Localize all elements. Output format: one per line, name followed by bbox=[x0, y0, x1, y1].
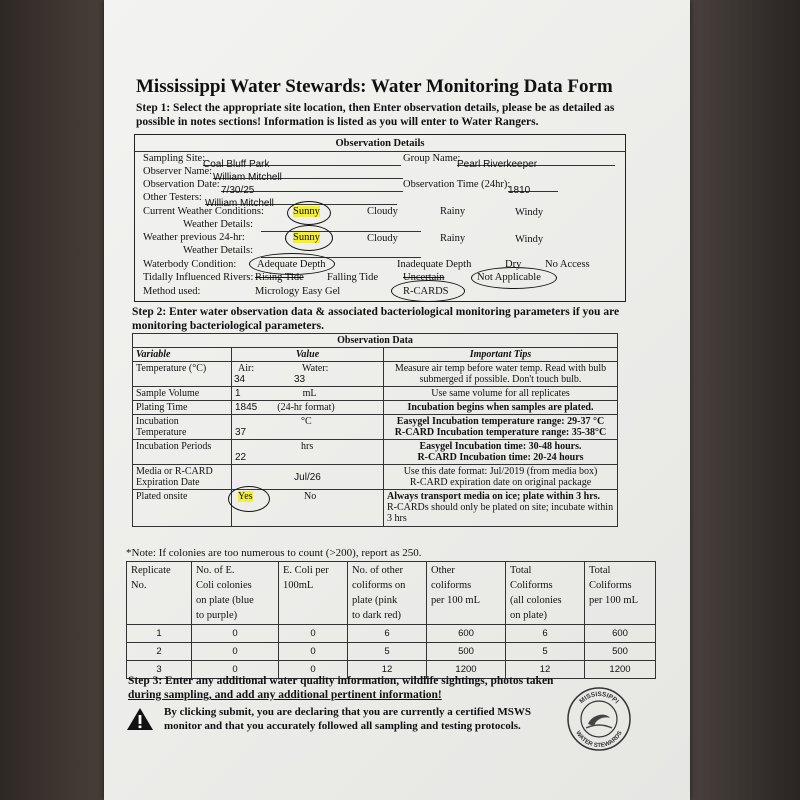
water-label: Water: bbox=[302, 363, 329, 374]
weather-details-label-2: Weather Details: bbox=[183, 245, 253, 256]
inc-temp-value-cell[interactable] bbox=[232, 415, 384, 440]
method-option-rcards[interactable]: R-CARDS bbox=[403, 286, 449, 297]
observer-value: William Mitchell bbox=[213, 172, 282, 183]
col-value: Value bbox=[232, 348, 384, 362]
step3-line1: Step 3: Enter any additional water quality information, wildlife sightings, photos taken bbox=[128, 675, 554, 687]
sampling-site-field[interactable] bbox=[203, 154, 401, 170]
date-field[interactable] bbox=[221, 180, 403, 196]
table-row bbox=[133, 415, 618, 440]
onsite-tip-2: R-CARDs should only be plated on site; incubate within 3 hrs bbox=[387, 502, 614, 524]
date-label: Observation Date: bbox=[143, 179, 220, 190]
replicate-header-line: to purple) bbox=[196, 610, 238, 621]
replicate-number: 2 bbox=[127, 643, 192, 661]
tidal-label: Tidally Influenced Rivers: bbox=[143, 272, 254, 283]
background-right bbox=[680, 0, 800, 800]
replicate-cell[interactable]: 0 bbox=[192, 625, 279, 643]
replicate-header-line: per 100 mL bbox=[431, 595, 480, 606]
media-tip-2: R-CARD expiration date on original package bbox=[409, 477, 592, 488]
disclaimer-line2: monitor and that you accurately followed all sampling and testing protocols. bbox=[164, 720, 521, 732]
volume-value-cell[interactable] bbox=[232, 387, 384, 401]
weather-prev-label: Weather previous 24-hr: bbox=[143, 232, 245, 243]
inc-temp-unit: °C bbox=[301, 416, 312, 427]
replicate-cell[interactable]: 500 bbox=[427, 643, 506, 661]
step1-line1: Step 1: Select the appropriate site location, then Enter observation details, please be as detailed as bbox=[136, 102, 615, 114]
replicate-cell[interactable]: 12 bbox=[506, 661, 585, 679]
replicate-col-header bbox=[279, 562, 348, 625]
media-label-1: Media or R-CARD bbox=[136, 466, 213, 477]
background-left bbox=[0, 0, 112, 800]
plating-unit: (24-hr format) bbox=[277, 402, 335, 413]
divider bbox=[135, 151, 625, 152]
volume-label: Sample Volume bbox=[133, 387, 232, 401]
weather-option-windy[interactable]: Windy bbox=[515, 207, 544, 218]
volume-unit: mL bbox=[302, 388, 317, 399]
tidal-option-not-applicable[interactable]: Not Applicable bbox=[477, 272, 541, 283]
seal-top-text: MISSISSIPPI bbox=[578, 690, 620, 706]
weather-prev-option-cloudy[interactable]: Cloudy bbox=[367, 233, 398, 244]
water-value: 33 bbox=[294, 374, 306, 385]
replicate-header-line: Coliforms bbox=[510, 580, 553, 591]
inc-temp-tip-2: R-CARD Incubation temperature range: 35-38°C bbox=[394, 427, 607, 438]
onsite-tip-1: Always transport media on ice; plate within 3 hrs. bbox=[387, 491, 601, 502]
waterbody-option-dry[interactable]: Dry bbox=[505, 259, 522, 270]
weather-option-rainy[interactable]: Rainy bbox=[440, 206, 466, 217]
replicate-header-line: 100mL bbox=[283, 580, 314, 591]
replicate-cell[interactable]: 0 bbox=[192, 661, 279, 679]
tidal-option-rising[interactable]: Rising Tide bbox=[255, 272, 304, 283]
selection-circle-method bbox=[391, 280, 465, 302]
waterbody-option-adequate[interactable]: Adequate Depth bbox=[257, 259, 326, 270]
replicate-cell[interactable]: 500 bbox=[585, 643, 656, 661]
inc-temp-value: 37 bbox=[235, 427, 247, 438]
replicate-header-line: on plate) bbox=[510, 610, 548, 621]
sampling-site-label: Sampling Site: bbox=[143, 153, 206, 164]
replicate-cell[interactable]: 0 bbox=[279, 625, 348, 643]
table-row bbox=[133, 401, 618, 415]
replicate-header-line: per 100 mL bbox=[589, 595, 638, 606]
replicate-cell[interactable]: 0 bbox=[192, 643, 279, 661]
observer-label: Observer Name: bbox=[143, 166, 213, 177]
inc-temp-label-2: Temperature bbox=[136, 427, 187, 438]
onsite-value-cell[interactable] bbox=[232, 490, 384, 527]
inc-temp-label-1: Incubation bbox=[136, 416, 179, 427]
replicate-cell[interactable]: 6 bbox=[348, 625, 427, 643]
media-label-2: Expiration Date bbox=[136, 477, 200, 488]
table-row bbox=[133, 440, 618, 465]
replicate-header-line: plate (pink bbox=[352, 595, 398, 606]
tidal-option-falling[interactable]: Falling Tide bbox=[327, 272, 379, 283]
inc-period-value: 22 bbox=[235, 452, 247, 463]
col-tips: Important Tips bbox=[384, 348, 618, 362]
replicate-header-line: Total bbox=[510, 565, 532, 576]
inc-period-tip-2: R-CARD Incubation time: 20-24 hours bbox=[417, 452, 584, 463]
volume-tip: Use same volume for all replicates bbox=[384, 387, 618, 401]
table-row bbox=[133, 387, 618, 401]
observation-details-box bbox=[134, 134, 626, 302]
mississippi-water-stewards-seal bbox=[566, 686, 632, 752]
inc-temp-tip-1: Easygel Incubation temperature range: 29-37 °C bbox=[396, 416, 605, 427]
temp-value-cell[interactable] bbox=[232, 362, 384, 387]
replicate-header-line: (all colonies bbox=[510, 595, 562, 606]
replicate-col-header bbox=[506, 562, 585, 625]
replicate-cell[interactable]: 5 bbox=[348, 643, 427, 661]
paper-form bbox=[104, 0, 690, 800]
step2-line1: Step 2: Enter water observation data & associated bacteriological monitoring parameters if you are bbox=[132, 306, 620, 318]
form-title: Mississippi Water Stewards: Water Monitoring Data Form bbox=[136, 76, 613, 97]
replicate-header-line: to dark red) bbox=[352, 610, 401, 621]
observer-field[interactable] bbox=[213, 167, 403, 183]
weather-prev-option-sunny[interactable]: Sunny bbox=[293, 232, 320, 243]
replicate-number: 1 bbox=[127, 625, 192, 643]
method-option-easygel[interactable]: Micrology Easy Gel bbox=[255, 286, 341, 297]
method-label: Method used: bbox=[143, 286, 201, 297]
table-row bbox=[127, 625, 656, 643]
temp-label: Temperature (°C) bbox=[133, 362, 232, 387]
waterbody-label: Waterbody Condition: bbox=[143, 259, 237, 270]
replicate-col-header bbox=[192, 562, 279, 625]
step2-instructions bbox=[132, 305, 692, 333]
note-text: *Note: If colonies are too numerous to count (>200), report as 250. bbox=[126, 547, 422, 559]
inc-period-tip-1: Easygel Incubation time: 30-48 hours. bbox=[419, 441, 582, 452]
plating-value-cell[interactable] bbox=[232, 401, 384, 415]
air-label: Air: bbox=[238, 363, 255, 374]
replicate-table bbox=[126, 561, 656, 679]
inc-period-label: Incubation Periods bbox=[133, 440, 232, 465]
inc-period-value-cell[interactable] bbox=[232, 440, 384, 465]
replicate-header-line: Total bbox=[589, 565, 611, 576]
media-value: Jul/26 bbox=[294, 471, 321, 483]
tidal-option-uncertain[interactable]: Uncertain bbox=[403, 272, 445, 283]
time-field[interactable] bbox=[508, 180, 558, 196]
media-tip-1: Use this date format: Jul/2019 (from media box) bbox=[403, 466, 598, 477]
replicate-cell[interactable]: 6 bbox=[506, 625, 585, 643]
weather-prev-option-rainy[interactable]: Rainy bbox=[440, 233, 466, 244]
step2-line2: monitoring bacteriological parameters. bbox=[132, 320, 324, 332]
temp-tip: Measure air temp before water temp. Read with bulb submerged if possible. Don't touch bulb. bbox=[384, 362, 618, 387]
time-value: 1810 bbox=[508, 185, 531, 196]
onsite-label: Plated onsite bbox=[133, 490, 232, 527]
waterbody-option-inadequate[interactable]: Inadequate Depth bbox=[397, 259, 472, 270]
replicate-col-header bbox=[427, 562, 506, 625]
onsite-yes[interactable]: Yes bbox=[238, 491, 253, 502]
col-variable: Variable bbox=[133, 348, 232, 362]
weather-option-sunny[interactable]: Sunny bbox=[293, 206, 320, 217]
seal-bottom-text: WATER STEWARDS bbox=[574, 730, 624, 750]
weather-details-field[interactable] bbox=[261, 220, 421, 232]
replicate-header-line: Other bbox=[431, 565, 455, 576]
table-row bbox=[133, 490, 618, 527]
onsite-no[interactable]: No bbox=[304, 491, 317, 502]
weather-prev-option-windy[interactable]: Windy bbox=[515, 234, 544, 245]
table-row bbox=[127, 643, 656, 661]
group-name-field[interactable] bbox=[457, 154, 615, 170]
disclaimer-line1: By clicking submit, you are declaring that you are currently a certified MSWS bbox=[164, 706, 531, 718]
step1-instructions bbox=[136, 101, 696, 129]
table-row bbox=[133, 465, 618, 490]
weather-option-cloudy[interactable]: Cloudy bbox=[367, 206, 398, 217]
replicate-cell[interactable]: 600 bbox=[585, 625, 656, 643]
replicate-cell[interactable]: 5 bbox=[506, 643, 585, 661]
plating-tip: Incubation begins when samples are plated. bbox=[384, 401, 618, 415]
table-row bbox=[133, 362, 618, 387]
plating-value: 1845 bbox=[235, 402, 258, 413]
inc-temp-label bbox=[133, 415, 232, 440]
date-value: 7/30/25 bbox=[221, 185, 255, 196]
weather-label: Current Weather Conditions: bbox=[143, 206, 264, 217]
warning-icon bbox=[126, 707, 154, 731]
waterbody-option-no-access[interactable]: No Access bbox=[545, 259, 590, 270]
replicate-header-line: No. of E. bbox=[196, 565, 235, 576]
selection-circle-onsite bbox=[228, 486, 270, 512]
replicate-header-line: No. bbox=[131, 580, 147, 591]
plating-label: Plating Time bbox=[133, 401, 232, 415]
replicate-header-line: Coliforms bbox=[589, 580, 632, 591]
replicate-header-line: Replicate bbox=[131, 565, 171, 576]
observation-data-header: Observation Data bbox=[133, 334, 618, 348]
replicate-cell[interactable]: 12 bbox=[348, 661, 427, 679]
replicate-header-line: Coli colonies bbox=[196, 580, 252, 591]
replicate-cell[interactable]: 600 bbox=[427, 625, 506, 643]
replicate-cell[interactable]: 1200 bbox=[585, 661, 656, 679]
step1-line2: possible in notes sections! Information is listed as you will enter to Water Rangers. bbox=[136, 116, 539, 128]
observation-details-header: Observation Details bbox=[335, 138, 425, 149]
replicate-col-header bbox=[127, 562, 192, 625]
replicate-header-line: on plate (blue bbox=[196, 595, 254, 606]
disclaimer bbox=[164, 705, 564, 733]
weather-details-label: Weather Details: bbox=[183, 219, 253, 230]
sampling-site-value: Coal Bluff Park bbox=[203, 159, 270, 170]
replicate-cell[interactable]: 1200 bbox=[427, 661, 506, 679]
testers-label: Other Testers: bbox=[143, 192, 202, 203]
replicate-header-line: No. of other bbox=[352, 565, 404, 576]
replicate-number: 3 bbox=[127, 661, 192, 679]
selection-circle-tidal bbox=[471, 267, 557, 289]
observation-data-table bbox=[132, 333, 618, 527]
group-name-label: Group Name: bbox=[403, 153, 461, 164]
volume-value: 1 bbox=[235, 388, 241, 399]
replicate-cell[interactable]: 0 bbox=[279, 643, 348, 661]
replicate-header-line: coliforms on bbox=[352, 580, 406, 591]
replicate-col-header bbox=[585, 562, 656, 625]
group-name-value: Pearl Riverkeeper bbox=[457, 159, 538, 170]
testers-value: William Mitchell bbox=[205, 198, 274, 209]
replicate-header-line: coliforms bbox=[431, 580, 472, 591]
replicate-cell[interactable]: 0 bbox=[279, 661, 348, 679]
time-label: Observation Time (24hr): bbox=[403, 179, 511, 190]
replicate-header-line: E. Coli per bbox=[283, 565, 329, 576]
step3-line2: during sampling, and add any additional pertinent information! bbox=[128, 689, 442, 701]
replicate-col-header bbox=[348, 562, 427, 625]
inc-period-unit: hrs bbox=[301, 441, 314, 452]
air-value: 34 bbox=[234, 374, 246, 385]
